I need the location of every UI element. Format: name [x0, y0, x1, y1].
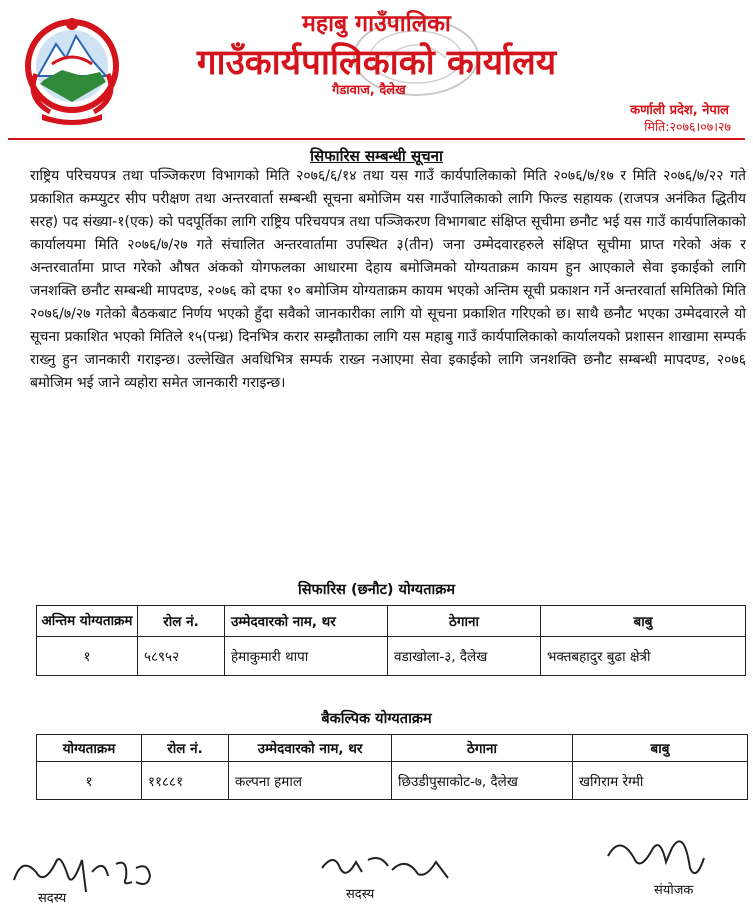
table-header-row — [37, 606, 746, 637]
recommended-table — [36, 605, 746, 676]
column-header-father: बाबु — [541, 606, 746, 637]
left-signature-label: सदस्य — [38, 891, 67, 906]
alternate-table — [36, 734, 748, 800]
table-row — [37, 762, 748, 800]
coordinator-signature-label: संयोजक — [654, 883, 694, 898]
cell-address: वडाखोला-३, दैलेख — [388, 637, 541, 676]
letter-date: मिति:२०७६।०७।२७ — [644, 119, 731, 134]
cell-name: कल्पना हमाल — [229, 762, 392, 800]
alternate-table-heading: बैकल्पिक योग्यताक्रम — [321, 711, 432, 727]
cell-roll: ११८८१ — [142, 762, 229, 800]
office-title: गाउँकार्यपालिकाको कार्यालय — [196, 43, 557, 83]
column-header-rank: योग्यताक्रम — [37, 735, 142, 762]
column-header-address: ठेगाना — [388, 606, 541, 637]
column-header-address: ठेगाना — [392, 735, 573, 762]
table-row — [37, 637, 746, 676]
cell-rank: १ — [37, 637, 138, 676]
coordinator-signature — [600, 828, 710, 888]
notice-body: राष्ट्रिय परिचयपत्र तथा पञ्जिकरण विभागको मिति २०७६/६/१४ तथा यस गाउँ कार्यपालिकाको मिति २०७६/७/१७ र मिति २०७६/७/२२ गते प्रकाशित कम्प्युटर सीप परीक्षण तथा अन्तरवार्ता सम्बन्धी सूचना बमोजिम यस गाउँपालिकाको लागि फिल्ड सहायक (राजपत्र अनंकित द्धितीय सरह) पद संख्या-१(एक) को पदपूर्तिका लागि राष्ट्रिय परिचयपत्र तथा पञ्जिकरण विभागबाट संक्षिप्त सूचीमा छनौट भई यस गाउँ कार्यपालिकाको कार्यालयमा मिति २०७६/७/२७ गते संचालित अन्तरवार्तामा उपस्थित ३(तीन) जना उम्मेदवारहरुले संक्षिप्त सूचीमा प्राप्त गरेको अंक र अन्तरवार्तामा प्राप्त गरेको औषत अंकको योगफलका आधारमा देहाय बमोजिमको योग्यताक्रम कायम हुन आएकाले सेवा इकाईको लागि जनशक्ति छनौट सम्बन्धी मापदण्ड, २०७६ को दफा १० बमोजिम योग्यताक्रम कायम भएको अन्तिम सूची प्रकाशन गर्ने अन्तरवार्ता समितिको मिति २०७६/७/२७ गतेको बैठकबाट निर्णय भएको हुँदा सवैको जानकारीका लागि यो सूचना प्रकाशित गरिएको छ। साथै छनौट भएका उम्मेदवारले यो सूचना प्रकाशित भएको मितिले १५(पन्ध्र) दिनभित्र करार सम्झौताका लागि यस महाबु गाउँ कार्यपालिकाको कार्यालयको प्रशासन शाखामा सम्पर्क राख्नु हुन जानकारी गराइन्छ। उल्लेखित अवधिभित्र सम्पर्क राख्न नआएमा सेवा इकाईको लागि जनशक्ति छनौट सम्बन्धी मापदण्ड, २०७६ बमोजिम भई जाने व्यहोरा समेत जानकारी गराइन्छ। — [30, 168, 746, 391]
recommended-table-heading: सिफारिस (छनौट) योग्यताक्रम — [297, 582, 456, 598]
office-address: गैडावाज, दैलेख — [332, 83, 406, 98]
notice-heading: सिफारिस सम्बन्धी सूचना — [310, 147, 443, 165]
cell-roll: ५८९५२ — [138, 637, 225, 676]
letterhead-divider — [8, 138, 745, 140]
column-header-father: बाबु — [573, 735, 748, 762]
cell-rank: १ — [37, 762, 142, 800]
column-header-final-rank: अन्तिम योग्यताक्रम — [37, 606, 138, 637]
column-header-roll: रोल नं. — [142, 735, 229, 762]
cell-father: भक्तबहादुर बुढा क्षेत्री — [541, 637, 746, 676]
middle-member-signature — [318, 848, 458, 888]
left-member-signature — [8, 842, 158, 898]
cell-address: छिउडीपुसाकोट-७, दैलेख — [392, 762, 573, 800]
province-country: कर्णाली प्रदेश, नेपाल — [630, 103, 729, 118]
column-header-name: उम्मेदवारको नाम, थर — [229, 735, 392, 762]
table-header-row — [37, 735, 748, 762]
cell-name: हेमाकुमारी थापा — [225, 637, 388, 676]
cell-father: खगिराम रेग्मी — [573, 762, 748, 800]
column-header-roll: रोल नं. — [138, 606, 225, 637]
column-header-name: उम्मेदवारको नाम, थर — [225, 606, 388, 637]
middle-signature-label: सदस्य — [346, 887, 375, 902]
municipality-name: महाबु गाउँपालिका — [302, 11, 451, 37]
